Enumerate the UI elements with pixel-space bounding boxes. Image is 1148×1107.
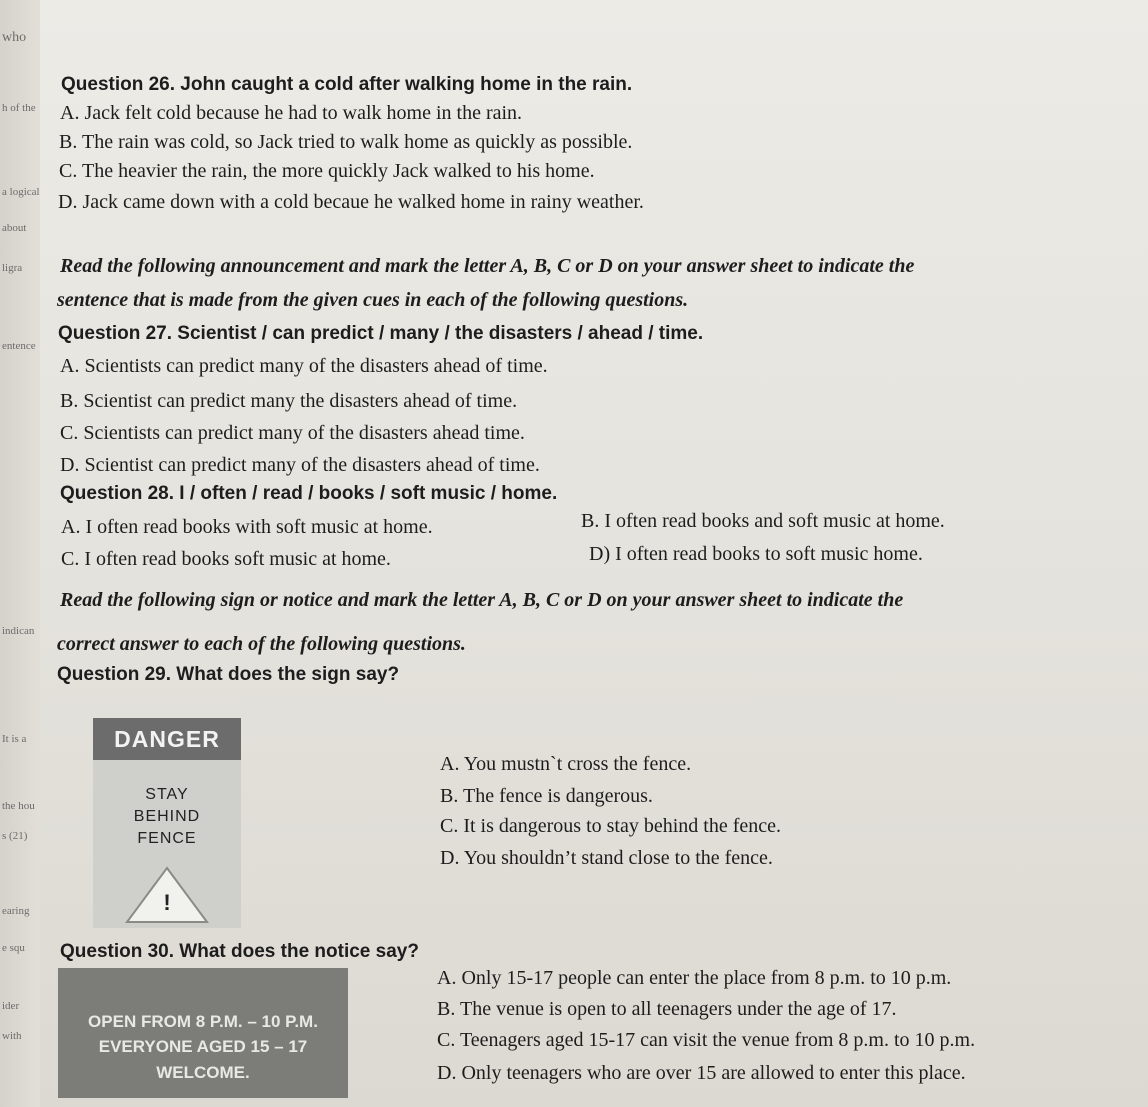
previous-page-edge [0, 0, 40, 1107]
question-30-option-c: C. Teenagers aged 15-17 can visit the venue from 8 p.m. to 10 p.m. [437, 1029, 976, 1051]
question-27-option-a: A. Scientists can predict many of the disasters ahead of time. [60, 355, 548, 377]
question-28-option-d: D) I often read books to soft music home. [589, 543, 923, 565]
warning-symbol: ! [163, 890, 171, 915]
margin-fragment: about [2, 222, 27, 234]
instruction-1-line-2: sentence that is made from the given cues in each of the following questions. [57, 289, 689, 311]
question-29-option-c: C. It is dangerous to stay behind the fence. [440, 815, 782, 837]
margin-fragment: who [2, 30, 27, 45]
question-30-title: Question 30. What does the notice say? [60, 941, 419, 962]
instruction-2-line-1: Read the following sign or notice and mark the letter A, B, C or D on your answer sheet to indicate the [60, 589, 904, 611]
sign-line-fence: FENCE [137, 830, 197, 847]
sign-header: DANGER [93, 718, 241, 760]
question-27-option-d: D. Scientist can predict many of the disasters ahead of time. [60, 454, 540, 476]
margin-fragment: ligra [2, 262, 23, 274]
margin-fragment: entence [2, 340, 36, 352]
notice-line-hours: OPEN FROM 8 P.M. – 10 P.M. [88, 1012, 318, 1031]
margin-fragment: ider [2, 1000, 20, 1012]
margin-fragment: a logical [2, 186, 40, 198]
margin-fragment: earing [2, 905, 30, 917]
margin-fragment: s (21) [2, 830, 28, 842]
question-30-option-b: B. The venue is open to all teenagers under the age of 17. [437, 998, 897, 1020]
notice-line-ages: EVERYONE AGED 15 – 17 [98, 1037, 308, 1056]
question-27-option-b: B. Scientist can predict many the disasters ahead of time. [60, 390, 518, 412]
question-28-option-b: B. I often read books and soft music at home. [581, 510, 945, 532]
warning-triangle-icon [93, 864, 241, 924]
question-29-title: Question 29. What does the sign say? [57, 664, 400, 685]
question-26-option-b: B. The rain was cold, so Jack tried to walk home as quickly as possible. [59, 131, 633, 153]
question-29-option-a: A. You mustn`t cross the fence. [440, 753, 692, 775]
margin-fragment: with [2, 1030, 22, 1042]
question-29-option-b: B. The fence is dangerous. [440, 785, 653, 807]
question-29-option-d: D. You shouldn’t stand close to the fence. [440, 847, 773, 869]
margin-fragment: It is a [2, 733, 27, 745]
opening-notice [58, 968, 348, 1098]
sign-line-stay: STAY [145, 786, 189, 803]
question-26-option-c: C. The heavier the rain, the more quickly Jack walked to his home. [59, 160, 595, 182]
question-28-option-c: C. I often read books soft music at home. [61, 548, 391, 570]
question-26-title [61, 74, 632, 94]
notice-line-welcome: WELCOME. [156, 1063, 250, 1082]
margin-fragment: e squ [2, 942, 25, 954]
margin-fragment: indican [2, 625, 35, 637]
question-27-title: Question 27. Scientist / can predict / many / the disasters / ahead / time. [58, 323, 704, 344]
danger-sign [93, 718, 241, 928]
question-30-option-a: A. Only 15-17 people can enter the place from 8 p.m. to 10 p.m. [437, 967, 952, 989]
instruction-1-line-1: Read the following announcement and mark the letter A, B, C or D on your answer sheet to indicate the [60, 255, 915, 277]
question-28-title: Question 28. I / often / read / books / soft music / home. [60, 483, 558, 504]
sign-line-behind: BEHIND [133, 808, 201, 825]
question-30-option-d: D. Only teenagers who are over 15 are allowed to enter this place. [437, 1062, 966, 1084]
question-26-option-d: D. Jack came down with a cold becaue he walked home in rainy weather. [58, 191, 644, 213]
question-28-option-a: A. I often read books with soft music at home. [61, 516, 433, 538]
margin-fragment: h of the [2, 102, 36, 114]
instruction-2-line-2: correct answer to each of the following questions. [57, 633, 466, 655]
margin-fragment: the hou [2, 800, 35, 812]
question-27-option-c: C. Scientists can predict many of the disasters ahead time. [60, 422, 525, 444]
question-26-text: Question 26. John caught a cold after walking home in the rain. [61, 74, 633, 95]
question-26-option-a: A. Jack felt cold because he had to walk home in the rain. [60, 102, 523, 124]
